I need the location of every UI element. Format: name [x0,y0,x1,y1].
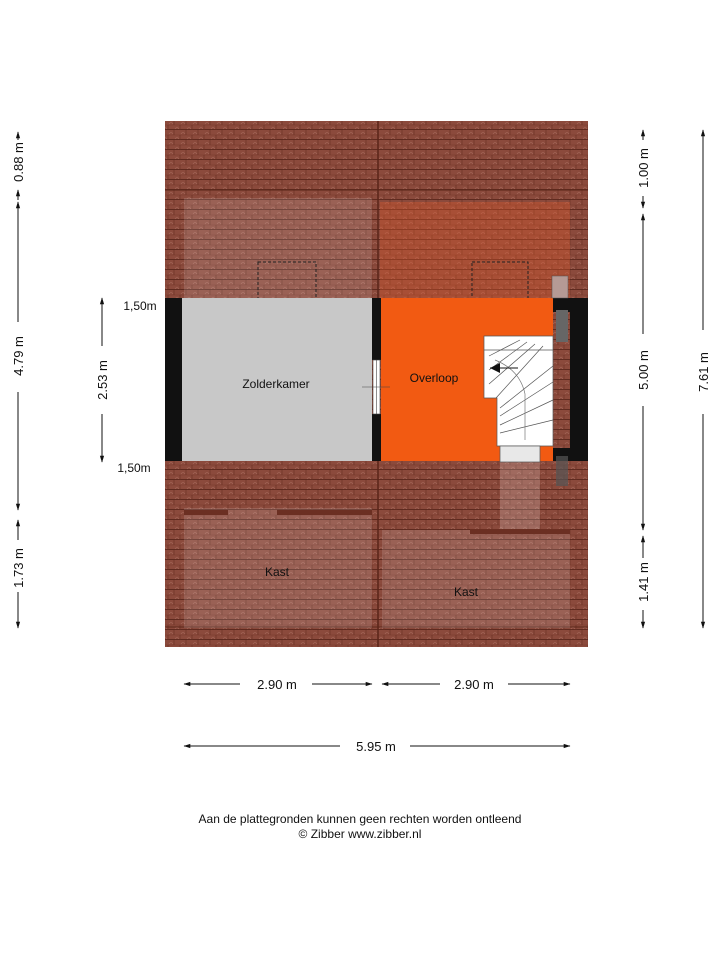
dim-left-bottom: 1.73 m [11,548,26,588]
bottom-dimension-lines [184,684,570,746]
kast-left-label: Kast [264,565,290,579]
dim-right-top: 1.00 m [636,148,651,188]
dim-left-top: 0.88 m [11,142,26,182]
right-dimension-lines [643,130,703,628]
overloop-label: Overloop [409,371,459,385]
dim-bottom-left: 2.90 m [257,677,297,692]
dim-inner-left: 2.53 m [95,360,110,400]
dim-bottom-right: 2.90 m [454,677,494,692]
kast-right-label: Kast [453,585,479,599]
dim-right-middle: 5.00 m [636,350,651,390]
dim-right-bottom: 1.41 m [636,562,651,602]
dim-right-total: 7.61 m [696,352,711,392]
dim-left-middle: 4.79 m [11,336,26,376]
height-label-top: 1,50m [123,299,157,313]
zolderkamer-label: Zolderkamer [242,377,310,391]
dim-bottom-total: 5.95 m [356,739,396,754]
copyright-text: © Zibber www.zibber.nl [298,827,422,841]
disclaimer-text: Aan de plattegronden kunnen geen rechten worden ontleend [198,812,522,826]
height-label-bottom: 1,50m [117,461,151,475]
